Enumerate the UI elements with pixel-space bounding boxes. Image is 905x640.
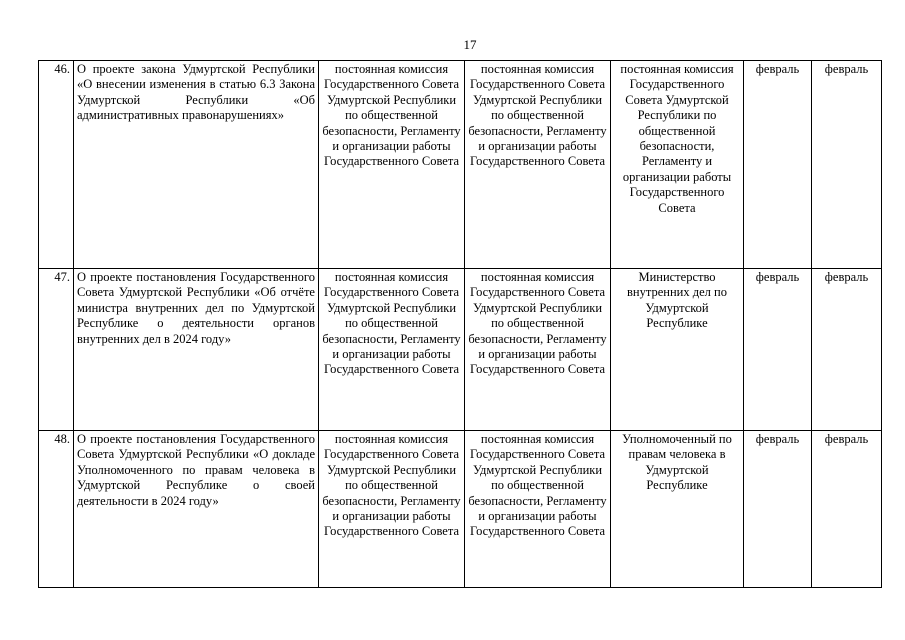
month-cell: февраль [812, 269, 882, 431]
responsible-cell: постоянная комиссия Государственного Совета Удмуртской Республики по общественной безопасности, Регламенту и организации работы Государственного Совета [319, 269, 465, 431]
initiator-cell: Министерство внутренних дел по Удмуртской Республике [611, 269, 744, 431]
plan-table [38, 60, 882, 588]
month-cell: февраль [744, 431, 812, 588]
month-cell: февраль [744, 269, 812, 431]
prepared-by-cell: постоянная комиссия Государственного Совета Удмуртской Республики по общественной безопасности, Регламенту и организации работы Государственного Совета [465, 431, 611, 588]
initiator-cell: Уполномоченный по правам человека в Удмуртской Республике [611, 431, 744, 588]
prepared-by-cell: постоянная комиссия Государственного Совета Удмуртской Республики по общественной безопасности, Регламенту и организации работы Государственного Совета [465, 269, 611, 431]
responsible-cell: постоянная комиссия Государственного Совета Удмуртской Республики по общественной безопасности, Регламенту и организации работы Государственного Совета [319, 61, 465, 269]
item-title: О проекте постановления Государственного Совета Удмуртской Республики «Об отчёте министра внутренних дел по Удмуртской Республике о деятельности органов внутренних дел в 2024 году» [74, 269, 319, 431]
row-number: 46. [39, 61, 74, 269]
initiator-cell: постоянная комиссия Государственного Совета Удмуртской Республики по общественной безопасности, Регламенту и организации работы Государственного Совета [611, 61, 744, 269]
row-number: 48. [39, 431, 74, 588]
responsible-cell: постоянная комиссия Государственного Совета Удмуртской Республики по общественной безопасности, Регламенту и организации работы Государственного Совета [319, 431, 465, 588]
month-cell: февраль [812, 61, 882, 269]
item-title: О проекте закона Удмуртской Республики «О внесении изменения в статью 6.3 Закона Удмуртской Республики «Об административных правонарушениях» [74, 61, 319, 269]
month-cell: февраль [744, 61, 812, 269]
table-row [39, 61, 882, 269]
month-cell: февраль [812, 431, 882, 588]
table-row [39, 269, 882, 431]
prepared-by-cell: постоянная комиссия Государственного Совета Удмуртской Республики по общественной безопасности, Регламенту и организации работы Государственного Совета [465, 61, 611, 269]
page-number: 17 [463, 37, 477, 52]
item-title: О проекте постановления Государственного Совета Удмуртской Республики «О докладе Уполномоченного по правам человека в Удмуртской Республике о своей деятельности в 2024 году» [74, 431, 319, 588]
row-number: 47. [39, 269, 74, 431]
table-row [39, 431, 882, 588]
